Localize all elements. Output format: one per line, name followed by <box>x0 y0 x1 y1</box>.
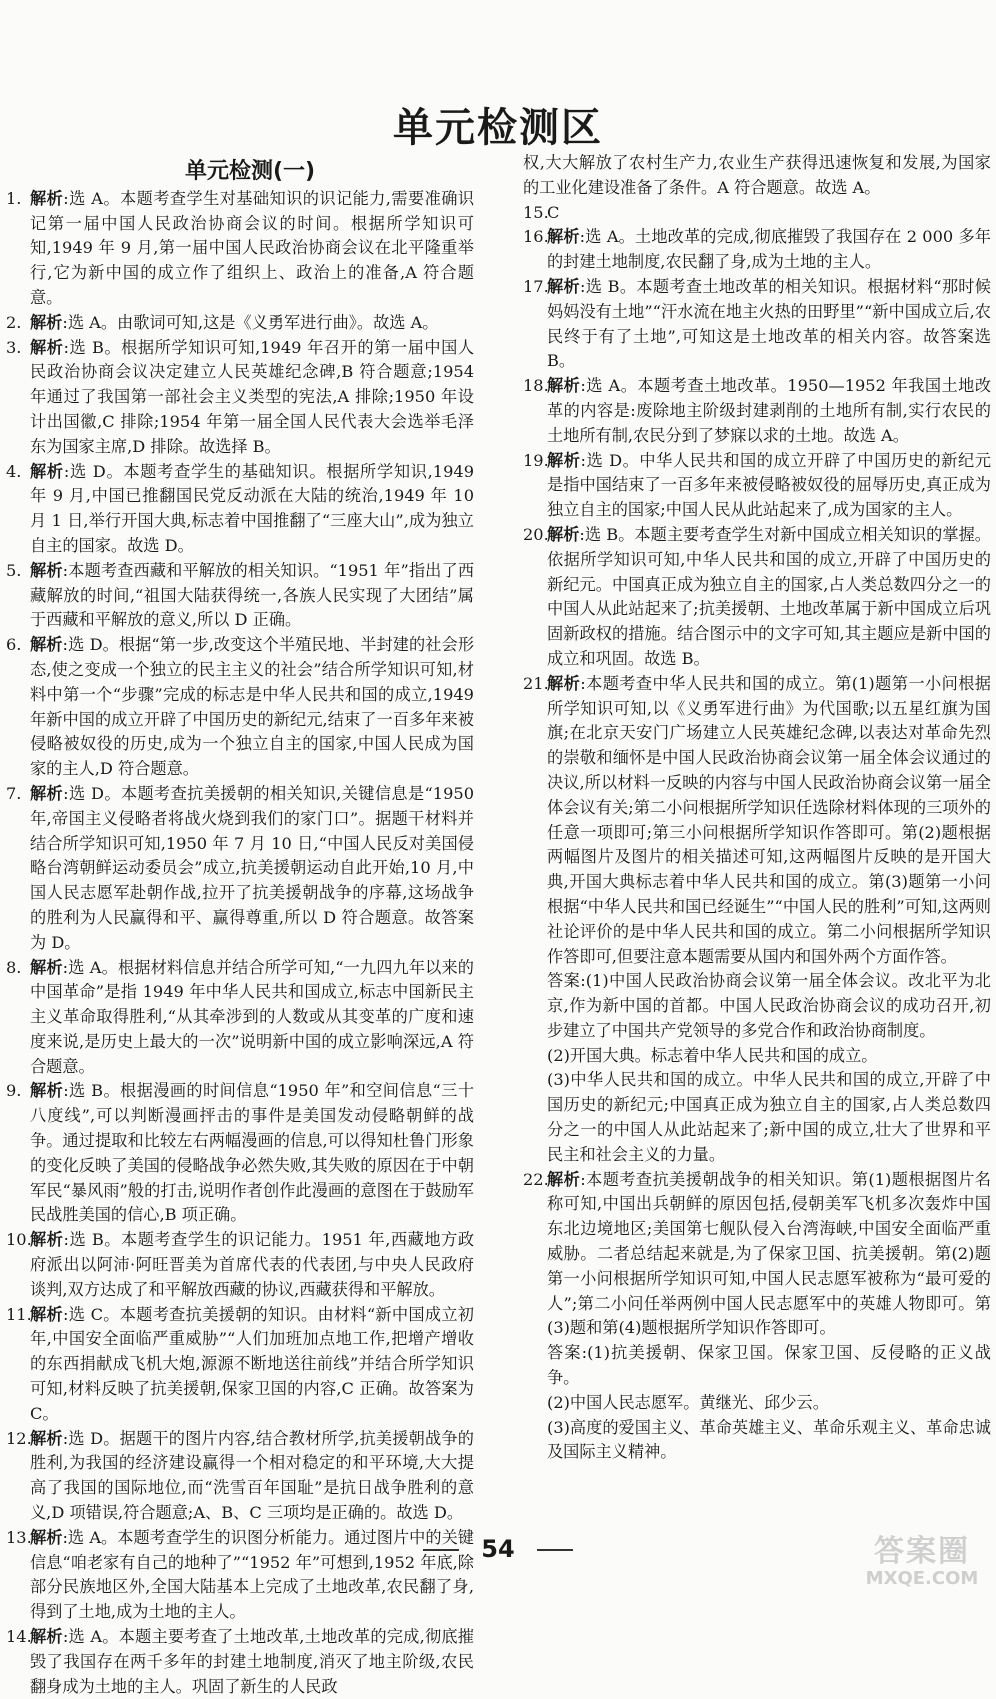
item-number: 13. <box>6 1527 32 1547</box>
item-number: 21. <box>523 673 549 693</box>
section-title: 单元检测(一) <box>184 159 316 184</box>
watermark-text: 答案圈 <box>874 1534 970 1569</box>
item-text: :选 D。据题干的图片内容,结合教材所学,抗美援朝战争的胜利,为我国的经济建设赢得一个相对稳定的和平环境,大大提高了我国的国际地位,而“洗雪百年国耻”是抗日战争胜利的意义,D 项错误,符合题意;A、B、C 三项均是正确的。故选 D。 <box>30 1428 474 1523</box>
item-lead-label: 解析 <box>30 461 64 481</box>
item-number: 22. <box>523 1169 549 1189</box>
item-lead-label: 解析 <box>30 312 63 332</box>
item-text: :选 C。本题考查抗美援朝的知识。由材料“新中国成立初年,中国安全面临严重威胁”“人们加班加点地工作,把增产增收的东西捐献成飞机大炮,源源不断地送往前线”并结合所学知识可知,材料反映了抗美援朝,保家卫国的内容,C 正确。故答案为 C。 <box>30 1304 474 1423</box>
answer-item <box>6 311 474 336</box>
item-text: :选 D。本题考查学生的基础知识。根据所学知识,1949 年 9 月,中国已推翻国民党反动派在大陆的统治,1949 年 10 月 1 日,举行开国大典,标志着中国推翻了“三座大山”,成为独立自主的国家。故选 D。 <box>30 461 474 555</box>
continuation-paragraph <box>523 151 991 201</box>
item-text: :选 B。本题主要考查学生对新中国成立相关知识的掌握。依据所学知识可知,中华人民共和国的成立,开辟了中国历史的新纪元。中国真正成为独立自主的国家,占人类总数四分之一的中国人从此站起来了;抗美援朝、土地改革属于新中国成立后巩固新政权的措施。结合图示中的文字可知,其主题应是新中国的成立和巩固。故选 B。 <box>547 524 991 668</box>
watermark-url: MXQE.COM <box>865 1568 979 1589</box>
right-item-list <box>523 151 991 1465</box>
item-number: 9. <box>6 1081 22 1101</box>
item-number: 6. <box>6 635 22 655</box>
item-lead-label: 解析 <box>547 276 580 296</box>
paragraph-text: (2)开国大典。标志着中华人民共和国的成立。 <box>547 1045 878 1065</box>
answer-item <box>523 225 991 275</box>
item-text: :选 A。本题考查学生的识图分析能力。通过图片中的关键信息“咱老家有自己的地种了”“1952 年”可想到,1952 年底,除部分民族地区外,全国大陆基本上完成了土地改革,农民翻了身,得到了土地,成为土地的主人。 <box>30 1527 474 1622</box>
item-lead-label: 解析 <box>30 1527 63 1547</box>
item-text: :选 D。中华人民共和国的成立开辟了中国历史的新纪元是指中国结束了一百多年来被侵略被奴役的屈辱历史,真正成为独立自主的国家;中国人民从此站起来了,成为国家的主人。 <box>547 450 992 520</box>
answer-paragraph <box>523 1341 991 1391</box>
answer-item <box>6 956 474 1080</box>
left-column <box>6 160 474 1699</box>
continuation-paragraph <box>523 1044 991 1069</box>
item-number: 15. <box>523 202 549 222</box>
paragraph-text: (3)高度的爱国主义、革命英雄主义、革命乐观主义、革命忠诚及国际主义精神。 <box>547 1417 991 1462</box>
answer-item <box>523 275 991 374</box>
answer-item <box>6 1228 474 1302</box>
item-number: 12. <box>6 1428 32 1448</box>
item-lead-label: 解析 <box>30 1081 64 1101</box>
item-text: :选 A。本题主要考查了土地改革,土地改革的完成,彻底摧毁了我国存在两千多年的封建土地制度,消灭了地主阶级,农民翻身成为土地的主人。巩固了新生的人民政 <box>30 1627 474 1696</box>
item-lead-label: 解析 <box>547 376 581 396</box>
item-text: :选 B。根据所学知识可知,1949 年召开的第一届中国人民政治协商会议决定建立人民英雄纪念碑,B 符合题意;1954 年通过了我国第一部社会主义类型的宪法,A 排除;1950 年设计出国徽,C 排除;1954 年第一届全国人民代表大会选举毛泽东为国家主席,D 排除。故选择 B。 <box>30 337 475 456</box>
item-number: 17. <box>523 276 549 296</box>
paragraph-text: :(1)抗美援朝、保家卫国。保家卫国、反侵略的正义战争。 <box>547 1343 991 1388</box>
item-lead-label: 解析 <box>30 1230 64 1250</box>
item-text: :选 B。根据漫画的时间信息“1950 年”和空间信息“三十八度线”,可以判断漫画抨击的事件是美国发动侵略朝鲜的战争。通过提取和比较左右两幅漫画的信息,可以得知杜鲁门形象的变化反映了美国的侵略战争必然失败,其失败的原因在于中朝军民“暴风雨”般的打击,说明作者创作此漫画的意图在于鼓励军民战胜美国的信心,B 项正确。 <box>30 1081 475 1225</box>
item-text: :选 A。土地改革的完成,彻底摧毁了我国存在 2 000 多年的封建土地制度,农民翻了身,成为土地的主人。 <box>547 227 991 272</box>
item-number: 5. <box>6 560 22 580</box>
answer-item <box>6 1303 474 1427</box>
footer-dash-left <box>423 1549 459 1551</box>
answer-item <box>523 672 991 970</box>
left-item-list <box>6 187 474 1699</box>
item-number: 7. <box>6 783 22 803</box>
item-lead-label: 解析 <box>30 1627 63 1647</box>
answer-item <box>6 460 474 559</box>
item-lead-label: 解析 <box>547 450 581 470</box>
item-text: :本题考查抗美援朝战争的相关知识。第(1)题根据图片名称可知,中国出兵朝鲜的原因包括,侵朝美军飞机多次轰炸中国东北边境地区;美国第七舰队侵入台湾海峡,中国安全面临严重威胁。二者总结起来就是,为了保家卫国、抗美援朝。第(2)题第一小问根据所学知识可知,中国人民志愿军被称为“最可爱的人”;第二小问任举两例中国人民志愿军中的英雄人物即可。第(3)题和第(4)题根据所学知识作答即可。 <box>547 1169 991 1338</box>
item-text: :选 A。本题考查土地改革。1950—1952 年我国土地改革的内容是:废除地主阶级封建剥削的土地所有制,实行农民的土地所有制,农民分到了梦寐以求的土地。故选 A。 <box>547 376 992 445</box>
answer-item <box>6 1625 474 1699</box>
item-number: 8. <box>6 957 22 977</box>
item-text: :选 D。本题考查抗美援朝的相关知识,关键信息是“1950 年,帝国主义侵略者将战火烧到我们的家门口”。据题干材料并结合所学知识可知,1950 年 7 月 10 日,“中国人民反对美国侵略台湾朝鲜运动委员会”成立,抗美援朝运动自此开始,10 月,中国人民志愿军赴朝作战,拉开了抗美援朝战争的序幕,这场战争的胜利为人民赢得和平、赢得尊重,所以 D 符合题意。故答案为 D。 <box>30 783 474 952</box>
item-lead-label: 解析 <box>30 188 64 208</box>
item-text: :选 B。本题考查土地改革的相关知识。根据材料“那时候妈妈没有土地”“汗水流在地主火热的田野里”“新中国成立后,农民终于有了土地”,可知这是土地改革的相关内容。故答案选 B。 <box>547 276 991 371</box>
answer-item <box>6 187 474 311</box>
item-text: :本题考查中华人民共和国的成立。第(1)题第一小问根据所学知识可知,以《义勇军进行曲》为代国歌;以五星红旗为国旗;在北京天安门广场建立人民英雄纪念碑,以表达对革命先烈的崇敬和缅怀是中国人民政治协商会议第一届全体会议通过的决议,所以材料一反映的内容与中国人民政治协商会议第一届全体会议有关;第二小问根据所学知识任选除材料体现的三项外的任意一项即可;第三小问根据所学知识作答即可。第(2)题根据两幅图片及图片的相关描述可知,这两幅图片反映的是开国大典,开国大典标志着中华人民共和国的成立。第(3)题第一小问根据“中华人民共和国已经诞生”“中国人民的胜利”可知,这两则社论评价的是中华人民共和国的成立。第二小问根据所学知识作答即可,但要注意本题需要从国内和国外两个方面作答。 <box>547 673 991 966</box>
item-lead-label: 解析 <box>30 783 64 803</box>
item-lead-label: 解析 <box>547 227 580 247</box>
item-number: 10. <box>6 1230 32 1250</box>
answer-item <box>6 559 474 633</box>
answer-item <box>6 1427 474 1526</box>
paragraph-text: (2)中国人民志愿军。黄继光、邱少云。 <box>547 1392 829 1412</box>
paragraph-text: :(1)中国人民政治协商会议第一届全体会议。改北平为北京,作为新中国的首都。中国人民政治协商会议的成功召开,初步建立了中国共产党领导的多党合作和政治协商制度。 <box>547 971 991 1040</box>
item-lead-label: 解析 <box>547 673 581 693</box>
item-lead-label: 解析 <box>547 524 580 544</box>
answer-item <box>523 201 991 226</box>
answer-item <box>523 449 991 523</box>
continuation-paragraph <box>523 1068 991 1167</box>
page-title: 单元检测区 <box>393 105 603 151</box>
item-lead-label: 解析 <box>30 957 63 977</box>
item-number: 2. <box>6 312 22 332</box>
watermark-logo <box>862 1535 982 1595</box>
item-number: 20. <box>523 524 549 544</box>
item-lead-label: 解析 <box>30 635 63 655</box>
item-number: 1. <box>6 188 22 208</box>
answer-item <box>6 782 474 956</box>
item-lead-label: 解析 <box>30 337 64 357</box>
paragraph-text: 权,大大解放了农村生产力,农业生产获得迅速恢复和发展,为国家的工业化建设准备了条件。A 符合题意。故选 A。 <box>523 153 991 197</box>
answer-item <box>6 336 474 460</box>
paragraph-text: (3)中华人民共和国的成立。中华人民共和国的成立,开辟了中国历史的新纪元;中国真正成为独立自主的国家,占人类总数四分之一的中国人从此站起来了;新中国的成立,壮大了世界和平民主和社会主义的力量。 <box>547 1070 991 1164</box>
item-text: :选 A。由歌词可知,这是《义勇军进行曲》。故选 A。 <box>62 312 439 332</box>
answer-item <box>523 374 991 448</box>
item-text: :选 B。本题考查学生的识记能力。1951 年,西藏地方政府派出以阿沛·阿旺晋美为首席代表的代表团,与中央人民政府谈判,双方达成了和平解放西藏的协议,西藏获得和平解放。 <box>30 1230 475 1299</box>
answer-label: 答案 <box>547 1343 582 1363</box>
item-number: 3. <box>6 337 22 357</box>
item-text: :本题考查西藏和平解放的相关知识。“1951 年”指出了西藏解放的时间,“祖国大陆获得统一,各族人民实现了大团结”属于西藏和平解放的意义,所以 D 正确。 <box>30 560 475 630</box>
item-text: C <box>547 202 560 222</box>
answer-label: 答案 <box>547 971 581 991</box>
answer-item <box>6 1079 474 1228</box>
item-text: :选 A。根据材料信息并结合所学可知,“一九四九年以来的中国革命”是指 1949 年中华人民共和国成立,标志中国新民主主义革命取得胜利,“从其牵涉到的人数或从其变革的广度和速度来说,是历史上最大的一次”说明新中国的成立影响深远,A 符合题意。 <box>30 957 474 1076</box>
page-footer <box>0 1535 996 1563</box>
answer-paragraph <box>523 969 991 1043</box>
item-number: 19. <box>523 450 549 470</box>
continuation-paragraph <box>523 1416 991 1466</box>
answer-item <box>6 633 474 782</box>
right-column <box>523 151 991 1465</box>
item-number: 4. <box>6 461 22 481</box>
item-lead-label: 解析 <box>30 1304 63 1324</box>
item-text: :选 A。本题考查学生对基础知识的识记能力,需要准确识记第一届中国人民政治协商会议的时间。根据所学知识可知,1949 年 9 月,第一届中国人民政治协商会议在北平隆重举行,它为新中国的成立作了组织上、政治上的准备,A 符合题意。 <box>30 188 475 307</box>
footer-dash-right <box>537 1549 573 1551</box>
item-lead-label: 解析 <box>547 1169 581 1189</box>
answer-item <box>523 1168 991 1342</box>
item-lead-label: 解析 <box>30 560 63 580</box>
continuation-paragraph <box>523 1391 991 1416</box>
item-number: 16. <box>523 227 549 247</box>
item-number: 18. <box>523 376 549 396</box>
item-text: :选 D。根据“第一步,改变这个半殖民地、半封建的社会形态,使之变成一个独立的民主主义的社会”结合所学知识可知,材料中第一个“步骤”完成的标志是中华人民共和国的成立,1949 年新中国的成立开辟了中国历史的新纪元,结束了一百多年来被侵略被奴役的历史,成为一个独立自主的国家,中国人民成为国家的主人,D 符合题意。 <box>30 635 475 779</box>
item-number: 11. <box>6 1304 32 1324</box>
answer-item <box>523 523 991 672</box>
page-number: 54 <box>481 1535 515 1563</box>
item-number: 14. <box>6 1627 32 1647</box>
item-lead-label: 解析 <box>30 1428 63 1448</box>
